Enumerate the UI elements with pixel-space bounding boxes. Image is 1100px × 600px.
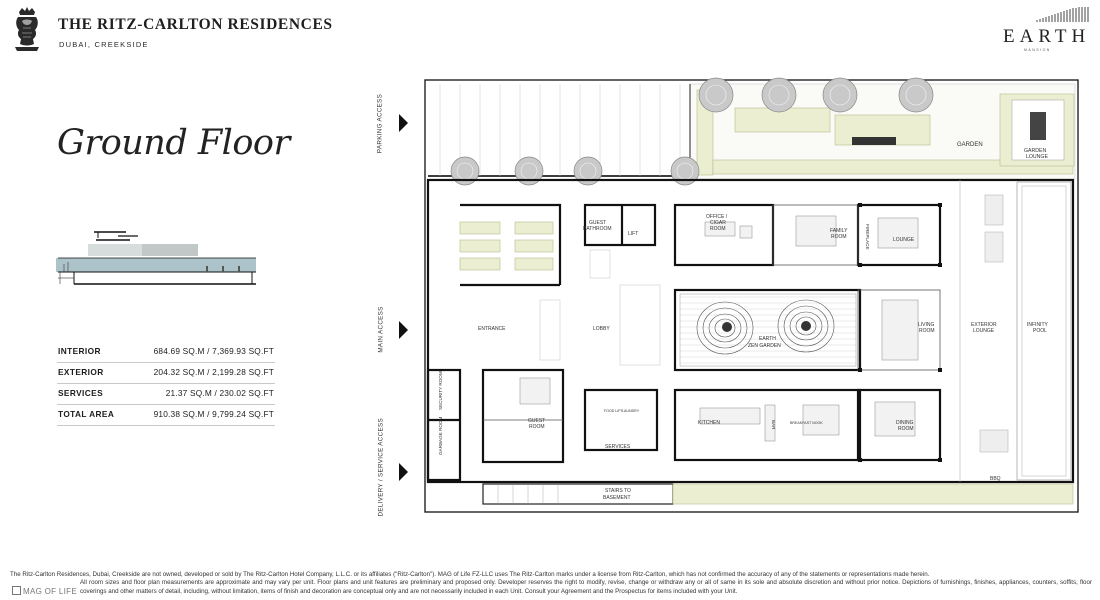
room-label-lobby: LOBBY — [593, 326, 610, 332]
room-label-entrance: ENTRANCE — [478, 326, 506, 332]
area-label: EXTERIOR — [58, 367, 104, 377]
room-label-garden: GARDEN — [957, 142, 983, 148]
room-label-lounge: LOUNGE — [893, 237, 915, 243]
area-row-interior — [57, 342, 275, 363]
room-label-stairs: STAIRS TO — [605, 488, 631, 494]
brand-location: DUBAI, CREEKSIDE — [59, 40, 149, 49]
room-label-exterior-lounge: EXTERIOR — [971, 322, 997, 328]
room-label-infinity-pool: POOL — [1033, 328, 1047, 334]
room-label-breakfast-nook: BREAKFAST NOOK — [790, 421, 823, 425]
area-value: 21.37 SQ.M / 230.02 SQ.FT — [165, 388, 274, 398]
room-label-garbage: GARBAGE ROOM — [438, 416, 443, 455]
room-label-fireplace: FIREPLACE — [865, 224, 870, 250]
room-label-bbq: BBQ — [990, 476, 1001, 482]
mag-logo-text: MAG OF LIFE — [23, 587, 77, 596]
earth-logo-bars-icon — [1035, 6, 1095, 22]
earth-logo-text: EARTH — [1003, 26, 1091, 47]
area-table — [57, 342, 275, 426]
main-access-label: MAIN ACCESS — [377, 306, 385, 353]
parking-access-arrow-icon — [399, 114, 408, 132]
parking-access-label: PARKING ACCESS — [376, 93, 384, 154]
room-label-office: ROOM — [710, 226, 726, 232]
ritz-carlton-lion-crown-logo — [10, 6, 44, 52]
room-label-kitchen: KITCHEN — [698, 420, 720, 426]
room-label-garden-lounge: LOUNGE — [1026, 154, 1048, 160]
room-label-family-room: FAMILY — [830, 228, 848, 234]
area-label: TOTAL AREA — [58, 409, 115, 419]
room-label-guest-room: GUEST — [528, 418, 546, 424]
room-label-zen-garden: EARTH — [759, 336, 776, 342]
area-row-services — [57, 384, 275, 405]
room-label-infinity-pool: INFINITY — [1027, 322, 1048, 328]
room-label-stairs: BASEMENT — [603, 495, 631, 501]
room-label-garden-lounge: GARDEN — [1024, 148, 1047, 154]
room-label-bar: BAR — [771, 420, 776, 430]
building-section-diagram — [56, 220, 260, 292]
legal-disclaimer — [10, 571, 1092, 596]
room-label-zen-garden: ZEN GARDEN — [748, 343, 781, 349]
room-label-living-room: ROOM — [919, 328, 935, 334]
area-row-total — [57, 405, 275, 426]
room-label-guest-bathroom: BATHROOM — [583, 226, 612, 232]
delivery-access-arrow-icon — [399, 463, 408, 481]
room-label-food-lift: FOOD LIFT — [604, 409, 623, 413]
room-label-guest-room: ROOM — [529, 424, 545, 430]
earth-logo-subtext: MANSION — [1024, 48, 1051, 52]
room-label-lift: LIFT — [628, 231, 639, 237]
room-label-security: SECURITY ROOM — [438, 371, 443, 410]
ground-floor-plan — [420, 70, 1088, 522]
floor-title: Ground Floor — [57, 123, 290, 163]
disclaimer-line-2: All room sizes and floor plan measurements are approximate and may vary per unit. Floor plans and unit features are preliminary and proposed only. Developer reserves the right to modify, revise, change or withdraw any or all of same in its sole and absolute discretion and without prior notice. Depictions of furnishings, finishes, appliances, counters, soffits, floor coverings and other matters of detail, including, without limitation, items of finish and decoration are conceptual only and are not necessarily included in each Unit. Consult your Agreement and the Prospectus for items included with your Unit. — [80, 579, 1092, 595]
room-label-office: CIGAR — [710, 220, 726, 226]
room-label-guest-bathroom: GUEST — [589, 220, 607, 226]
room-label-services: SERVICES — [605, 444, 631, 450]
room-label-laundry: LAUNDRY — [622, 409, 640, 413]
mag-logo-square-icon — [12, 586, 21, 595]
room-label-dining-room: DINING — [896, 420, 914, 426]
brand-name: THE RITZ-CARLTON RESIDENCES — [58, 16, 333, 33]
room-label-dining-room: ROOM — [898, 426, 914, 432]
disclaimer-line-1: The Ritz-Carlton Residences, Dubai, Creekside are not owned, developed or sold by The Ritz-Carlton Hotel Company, L.L.C. or its affiliates ("Ritz-Carlton"). MAG of Life FZ-LLC uses The Ritz-Carlton marks under a license from Ritz-Carlton, which has not confirmed the accuracy of any of the statements or representations made herein. — [10, 571, 930, 578]
area-value: 684.69 SQ.M / 7,369.93 SQ.FT — [153, 346, 274, 356]
room-label-office: OFFICE / — [706, 214, 728, 220]
area-label: INTERIOR — [58, 346, 101, 356]
area-value: 204.32 SQ.M / 2,199.28 SQ.FT — [153, 367, 274, 377]
room-label-exterior-lounge: LOUNGE — [973, 328, 995, 334]
row-divider — [57, 425, 275, 426]
main-access-arrow-icon — [399, 321, 408, 339]
area-label: SERVICES — [58, 388, 104, 398]
area-row-exterior — [57, 363, 275, 384]
delivery-access-label: DELIVERY / SERVICE ACCESS — [377, 418, 385, 517]
mag-of-life-logo — [12, 586, 77, 596]
room-label-family-room: ROOM — [831, 234, 847, 240]
room-label-living-room: LIVING — [918, 322, 935, 328]
area-value: 910.38 SQ.M / 9,799.24 SQ.FT — [153, 409, 274, 419]
